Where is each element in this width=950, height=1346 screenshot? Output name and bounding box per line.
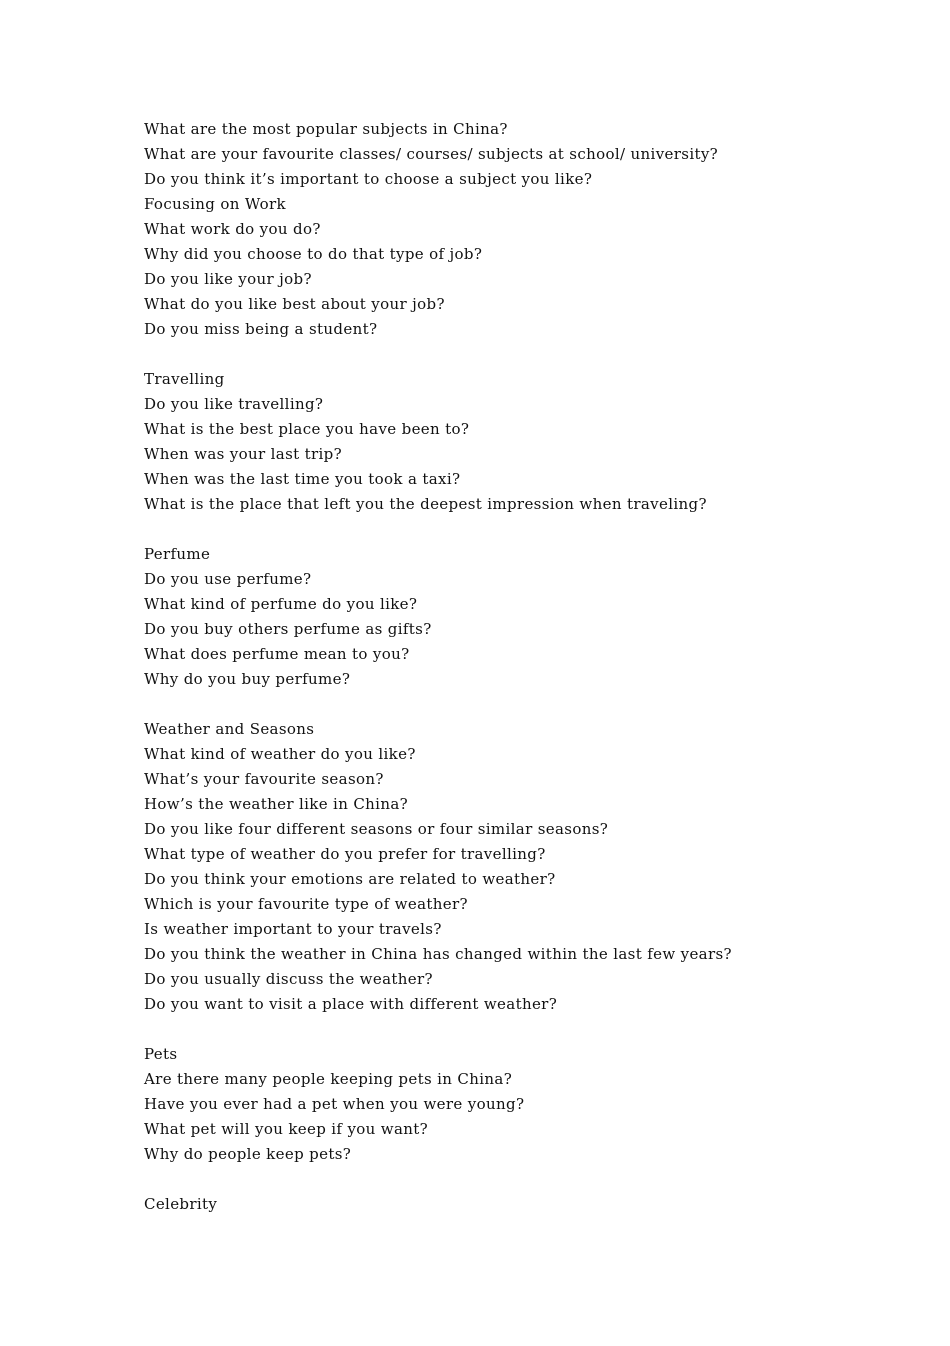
question-line: Do you like four different seasons or four similar seasons? — [144, 820, 609, 838]
blank-line — [144, 1017, 904, 1042]
blank-line — [144, 692, 904, 717]
question-list — [144, 117, 904, 1217]
question-line: Which is your favourite type of weather? — [144, 895, 468, 913]
question-line: What do you like best about your job? — [144, 295, 445, 313]
question-line: Do you miss being a student? — [144, 320, 378, 338]
question-line: What is the best place you have been to? — [144, 420, 470, 438]
question-line: Do you like your job? — [144, 270, 312, 288]
question-line: What does perfume mean to you? — [144, 645, 410, 663]
question-line: Do you think the weather in China has changed within the last few years? — [144, 945, 732, 963]
question-line: Do you buy others perfume as gifts? — [144, 620, 432, 638]
question-line: Do you want to visit a place with different weather? — [144, 995, 558, 1013]
question-line: What are your favourite classes/ courses/ subjects at school/ university? — [144, 145, 719, 163]
question-line: Are there many people keeping pets in China? — [144, 1070, 513, 1088]
section-heading-perfume: Perfume — [144, 545, 211, 563]
question-line: Have you ever had a pet when you were young? — [144, 1095, 525, 1113]
question-line: Do you think it’s important to choose a subject you like? — [144, 170, 593, 188]
question-line: What kind of perfume do you like? — [144, 595, 418, 613]
question-line: Is weather important to your travels? — [144, 920, 442, 938]
section-heading-celebrity: Celebrity — [144, 1195, 218, 1213]
blank-line — [144, 342, 904, 367]
question-line: Why do people keep pets? — [144, 1145, 352, 1163]
question-line: Do you use perfume? — [144, 570, 312, 588]
question-line: Why did you choose to do that type of job? — [144, 245, 483, 263]
blank-line — [144, 1167, 904, 1192]
question-line: What work do you do? — [144, 220, 321, 238]
section-heading-pets: Pets — [144, 1045, 178, 1063]
question-line: Do you like travelling? — [144, 395, 324, 413]
section-heading-travelling: Travelling — [144, 370, 225, 388]
question-line: Why do you buy perfume? — [144, 670, 351, 688]
question-line: What kind of weather do you like? — [144, 745, 416, 763]
question-line: When was the last time you took a taxi? — [144, 470, 461, 488]
blank-line — [144, 517, 904, 542]
question-line: How’s the weather like in China? — [144, 795, 409, 813]
question-line: What pet will you keep if you want? — [144, 1120, 429, 1138]
question-line: What type of weather do you prefer for travelling? — [144, 845, 546, 863]
question-line: What is the place that left you the deepest impression when traveling? — [144, 495, 707, 513]
question-line: What’s your favourite season? — [144, 770, 384, 788]
question-line: Do you usually discuss the weather? — [144, 970, 433, 988]
question-line: What are the most popular subjects in China? — [144, 120, 508, 138]
section-heading-work: Focusing on Work — [144, 195, 286, 213]
question-line: When was your last trip? — [144, 445, 343, 463]
section-heading-weather: Weather and Seasons — [144, 720, 315, 738]
question-line: Do you think your emotions are related to weather? — [144, 870, 556, 888]
